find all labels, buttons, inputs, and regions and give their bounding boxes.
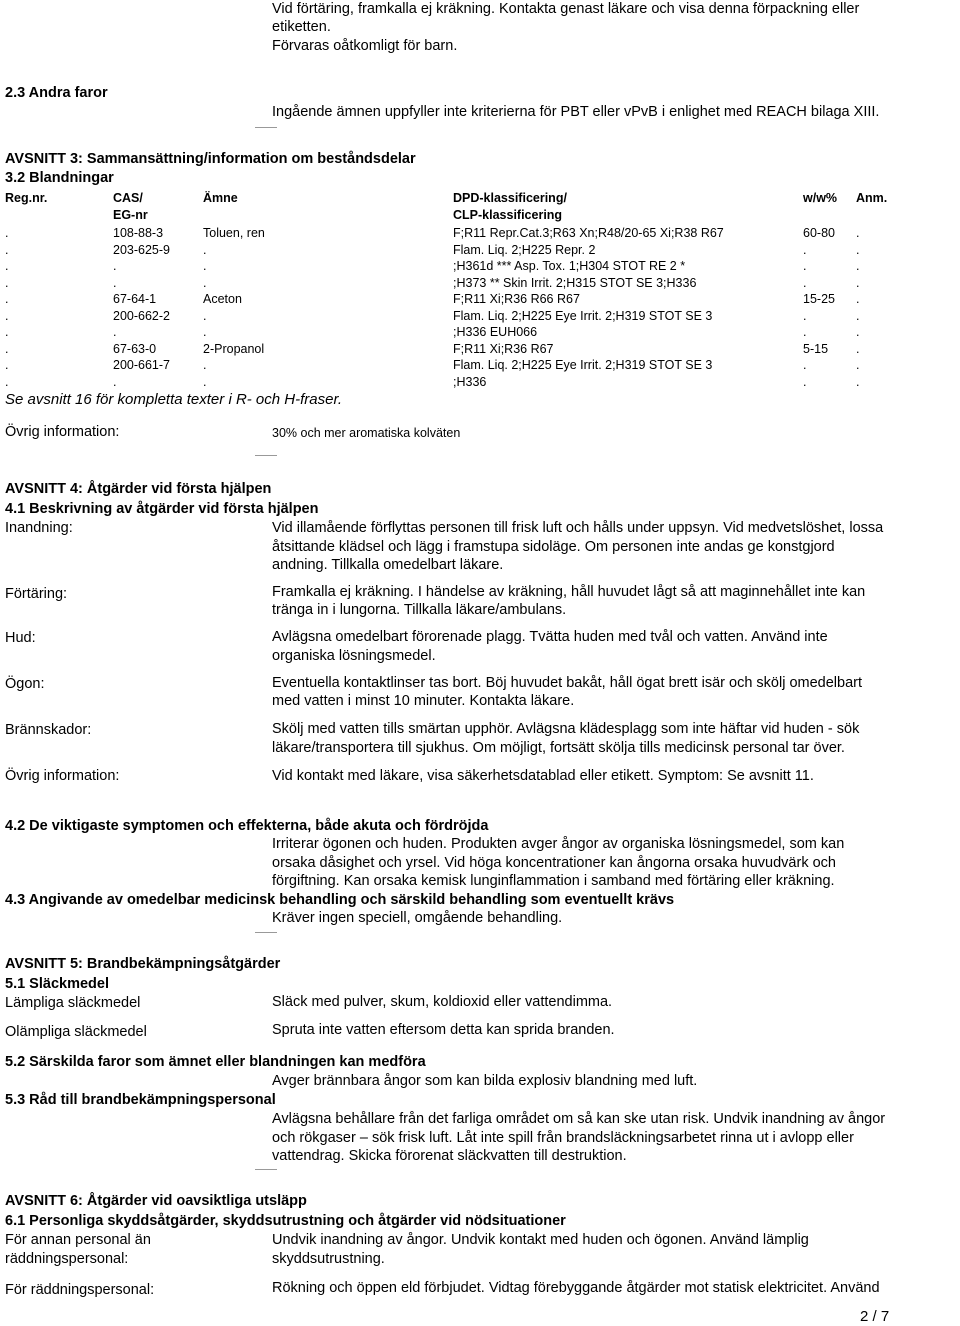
cell-substance: . (203, 259, 207, 273)
section-5-heading: AVSNITT 5: Brandbekämpningsåtgärder (5, 956, 281, 972)
cell-note: . (856, 259, 860, 273)
section-6-1-heading: 6.1 Personliga skyddsåtgärder, skyddsutrustning och åtgärder vid nödsituationer (5, 1213, 566, 1229)
cell-concentration: 60-80 (803, 226, 835, 240)
skin-line-2: organiska lösningsmedel. (272, 648, 436, 664)
eyes-label: Ögon: (5, 676, 45, 692)
cell-concentration: . (803, 242, 807, 257)
cell-classification: F;R11 Xi;R36 R66 R67 (453, 292, 580, 306)
special-hazards-text: Avger brännbara ångor som kan bilda explosiv blandning med luft. (272, 1073, 698, 1089)
section-3-heading: AVSNITT 3: Sammansättning/information om beståndsdelar (5, 151, 416, 167)
section-3-2-heading: 3.2 Blandningar (5, 170, 114, 186)
inhalation-label: Inandning: (5, 520, 73, 536)
firefighter-advice-line-2: och rökgaser – sök frisk luft. Låt inte spill från brandsläckningsarbetet rinna ut i avlopp eller (272, 1130, 854, 1146)
cell-note: . (856, 341, 860, 356)
cell-substance: Aceton (203, 292, 242, 306)
col-header-amne: Ämne (203, 191, 238, 205)
cell-classification: Flam. Liq. 2;H225 Repr. 2 (453, 242, 596, 257)
cell-concentration: . (803, 325, 807, 339)
top-line-2: etiketten. (272, 19, 331, 35)
cell-cas: . (113, 374, 117, 389)
suitable-media-text: Släck med pulver, skum, koldioxid eller vattendimma. (272, 994, 613, 1010)
cell-cas: 67-63-0 (113, 341, 157, 356)
cell-concentration: 5-15 (803, 341, 829, 356)
eyes-line-1: Eventuella kontaktlinser tas bort. Böj huvudet bakåt, håll ögat brett isär och skölj omedelbart (272, 675, 862, 691)
section-5-3-heading: 5.3 Råd till brandbekämpningspersonal (5, 1092, 276, 1108)
section-4-1-heading: 4.1 Beskrivning av åtgärder vid första hjälpen (5, 501, 319, 517)
inhalation-line-3: andning. Tillkalla omedelbart läkare. (272, 557, 504, 573)
burns-label: Brännskador: (5, 722, 92, 738)
cell-cas: 108-88-3 (113, 226, 164, 240)
separator (255, 455, 277, 456)
skin-label: Hud: (5, 630, 36, 646)
emergency-label: För räddningspersonal: (5, 1282, 155, 1298)
cell-concentration: . (803, 358, 807, 372)
cell-cas: . (113, 275, 117, 290)
col-header-clp: CLP-klassificering (453, 208, 563, 222)
cell-reg: . (5, 308, 9, 323)
col-header-dpd: DPD-klassificering/ (453, 191, 567, 205)
cell-concentration: . (803, 374, 807, 389)
section-4-2-heading: 4.2 De viktigaste symptomen och effekterna, både akuta och fördröjda (5, 818, 489, 834)
emergency-text: Rökning och öppen eld förbjudet. Vidtag förebyggande åtgärder mot statisk elektricitet. Använd (272, 1280, 880, 1296)
cell-concentration: . (803, 308, 807, 323)
section-2-3-text: Ingående ämnen uppfyller inte kriterierna för PBT eller vPvB i enlighet med REACH bilaga XIII. (272, 104, 880, 120)
firefighter-advice-line-1: Avlägsna behållare från det farliga området om så kan ske utan risk. Undvik inandning av ångor (272, 1111, 886, 1127)
cell-substance: . (203, 374, 207, 389)
cell-concentration: . (803, 275, 807, 290)
r-h-phrase-note: Se avsnitt 16 för kompletta texter i R- och H-fraser. (5, 391, 343, 408)
section-5-1-heading: 5.1 Släckmedel (5, 976, 109, 992)
cell-note: . (856, 226, 860, 240)
firefighter-advice-line-3: vattendrag. Skicka förorenat släckvatten till destruktion. (272, 1148, 627, 1164)
section-6-heading: AVSNITT 6: Åtgärder vid oavsiktliga utsläpp (5, 1193, 307, 1209)
cell-note: . (856, 325, 860, 339)
top-line-1: Vid förtäring, framkalla ej kräkning. Kontakta genast läkare och visa denna förpackning eller (272, 1, 860, 17)
col-header-cas: CAS/ (113, 191, 143, 205)
cell-concentration: 15-25 (803, 292, 835, 306)
cell-cas: 200-661-7 (113, 358, 170, 372)
symptoms-line-3: förgiftning. Kan orsaka kemisk lunginflammation i samband med förtäring eller kräkning. (272, 873, 835, 889)
cell-note: . (856, 275, 860, 290)
cell-reg: . (5, 341, 9, 356)
section-4-3-heading: 4.3 Angivande av omedelbar medicinsk behandling och särskild behandling som eventuellt krävs (5, 892, 675, 908)
col-header-anm: Anm. (856, 191, 888, 205)
cell-cas: 203-625-9 (113, 242, 170, 257)
cell-classification: F;R11 Xi;R36 R67 (453, 341, 554, 356)
cell-substance: . (203, 325, 207, 339)
treatment-text: Kräver ingen speciell, omgående behandling. (272, 910, 563, 926)
cell-substance: . (203, 242, 207, 257)
other-info-label: Övrig information: (5, 424, 120, 440)
unsuitable-media-text: Spruta inte vatten eftersom detta kan sprida branden. (272, 1022, 615, 1038)
cell-classification: F;R11 Repr.Cat.3;R63 Xn;R48/20-65 Xi;R38 R67 (453, 226, 724, 240)
ingestion-line-1: Framkalla ej kräkning. I händelse av kräkning, håll huvudet lågt så att maginnehållet inte kan (272, 584, 866, 600)
unsuitable-media-label: Olämpliga släckmedel (5, 1024, 147, 1040)
cell-cas: . (113, 259, 117, 273)
symptoms-line-1: Irriterar ögonen och huden. Produkten avger ångor av organiska lösningsmedel, som kan (272, 836, 845, 852)
separator (255, 1169, 277, 1170)
cell-cas: 200-662-2 (113, 308, 170, 323)
burns-line-2: läkare/transportera till sjukhus. Om möjligt, fortsätt skölja tills medicinsk personal tar över. (272, 740, 845, 756)
cell-substance: Toluen, ren (203, 226, 265, 240)
ingestion-label: Förtäring: (5, 586, 68, 602)
cell-classification: ;H336 EUH066 (453, 325, 538, 339)
inhalation-line-1: Vid illamående förflyttas personen till frisk luft och hålls under uppsyn. Vid medvetslöshet, lossa (272, 520, 884, 536)
symptoms-line-2: orsaka dåsighet och yrsel. Vid höga koncentrationer kan ångorna orsaka huvudvärk och (272, 855, 836, 871)
first-aid-other-text: Vid kontakt med läkare, visa säkerhetsdatablad eller etikett. Symptom: Se avsnitt 11. (272, 768, 814, 784)
col-header-eg: EG-nr (113, 208, 148, 222)
cell-reg: . (5, 358, 9, 372)
cell-reg: . (5, 242, 9, 257)
suitable-media-label: Lämpliga släckmedel (5, 995, 141, 1011)
cell-reg: . (5, 325, 9, 339)
cell-classification: Flam. Liq. 2;H225 Eye Irrit. 2;H319 STOT SE 3 (453, 308, 713, 323)
separator (255, 127, 277, 128)
cell-note: . (856, 292, 860, 306)
cell-concentration: . (803, 259, 807, 273)
page-number: 2 / 7 (860, 1308, 890, 1325)
non-emergency-line-2: skyddsutrustning. (272, 1251, 385, 1267)
ingestion-line-2: tränga in i lungorna. Tillkalla läkare/ambulans. (272, 602, 567, 618)
separator (255, 932, 277, 933)
cell-substance: 2-Propanol (203, 341, 265, 356)
cell-cas: . (113, 325, 117, 339)
cell-note: . (856, 242, 860, 257)
cell-cas: 67-64-1 (113, 292, 157, 306)
cell-substance: . (203, 358, 207, 372)
top-line-3: Förvaras oåtkomligt för barn. (272, 38, 458, 54)
non-emergency-line-1: Undvik inandning av ångor. Undvik kontakt med huden och ögonen. Använd lämplig (272, 1232, 809, 1248)
section-2-3-heading: 2.3 Andra faror (5, 85, 108, 101)
cell-classification: Flam. Liq. 2;H225 Eye Irrit. 2;H319 STOT SE 3 (453, 358, 713, 372)
non-emergency-label-2: räddningspersonal: (5, 1251, 129, 1267)
cell-reg: . (5, 374, 9, 389)
cell-classification: ;H336 (453, 374, 487, 389)
cell-note: . (856, 374, 860, 389)
col-header-reg: Reg.nr. (5, 191, 48, 205)
cell-classification: ;H373 ** Skin Irrit. 2;H315 STOT SE 3;H336 (453, 275, 697, 290)
non-emergency-label-1: För annan personal än (5, 1232, 151, 1248)
col-header-ww: w/w% (803, 191, 838, 205)
other-info-text: 30% och mer aromatiska kolväten (272, 426, 461, 440)
burns-line-1: Skölj med vatten tills smärtan upphör. Avlägsna klädesplagg som inte häftar vid huden - sök (272, 721, 860, 737)
cell-substance: . (203, 275, 207, 290)
first-aid-other-label: Övrig information: (5, 768, 120, 784)
cell-reg: . (5, 226, 9, 240)
cell-classification: ;H361d *** Asp. Tox. 1;H304 STOT RE 2 * (453, 259, 686, 273)
cell-note: . (856, 358, 860, 372)
cell-reg: . (5, 259, 9, 273)
cell-substance: . (203, 308, 207, 323)
cell-reg: . (5, 292, 9, 306)
section-5-2-heading: 5.2 Särskilda faror som ämnet eller blandningen kan medföra (5, 1054, 426, 1070)
cell-note: . (856, 308, 860, 323)
skin-line-1: Avlägsna omedelbart förorenade plagg. Tvätta huden med tvål och vatten. Använd inte (272, 629, 828, 645)
cell-reg: . (5, 275, 9, 290)
inhalation-line-2: åtsittande klädsel och lägg i framstupa sidoläge. Om personen inte andas ge konstgjord (272, 539, 835, 555)
eyes-line-2: med vatten i minst 10 minuter. Kontakta läkare. (272, 693, 575, 709)
section-4-heading: AVSNITT 4: Åtgärder vid första hjälpen (5, 481, 272, 497)
